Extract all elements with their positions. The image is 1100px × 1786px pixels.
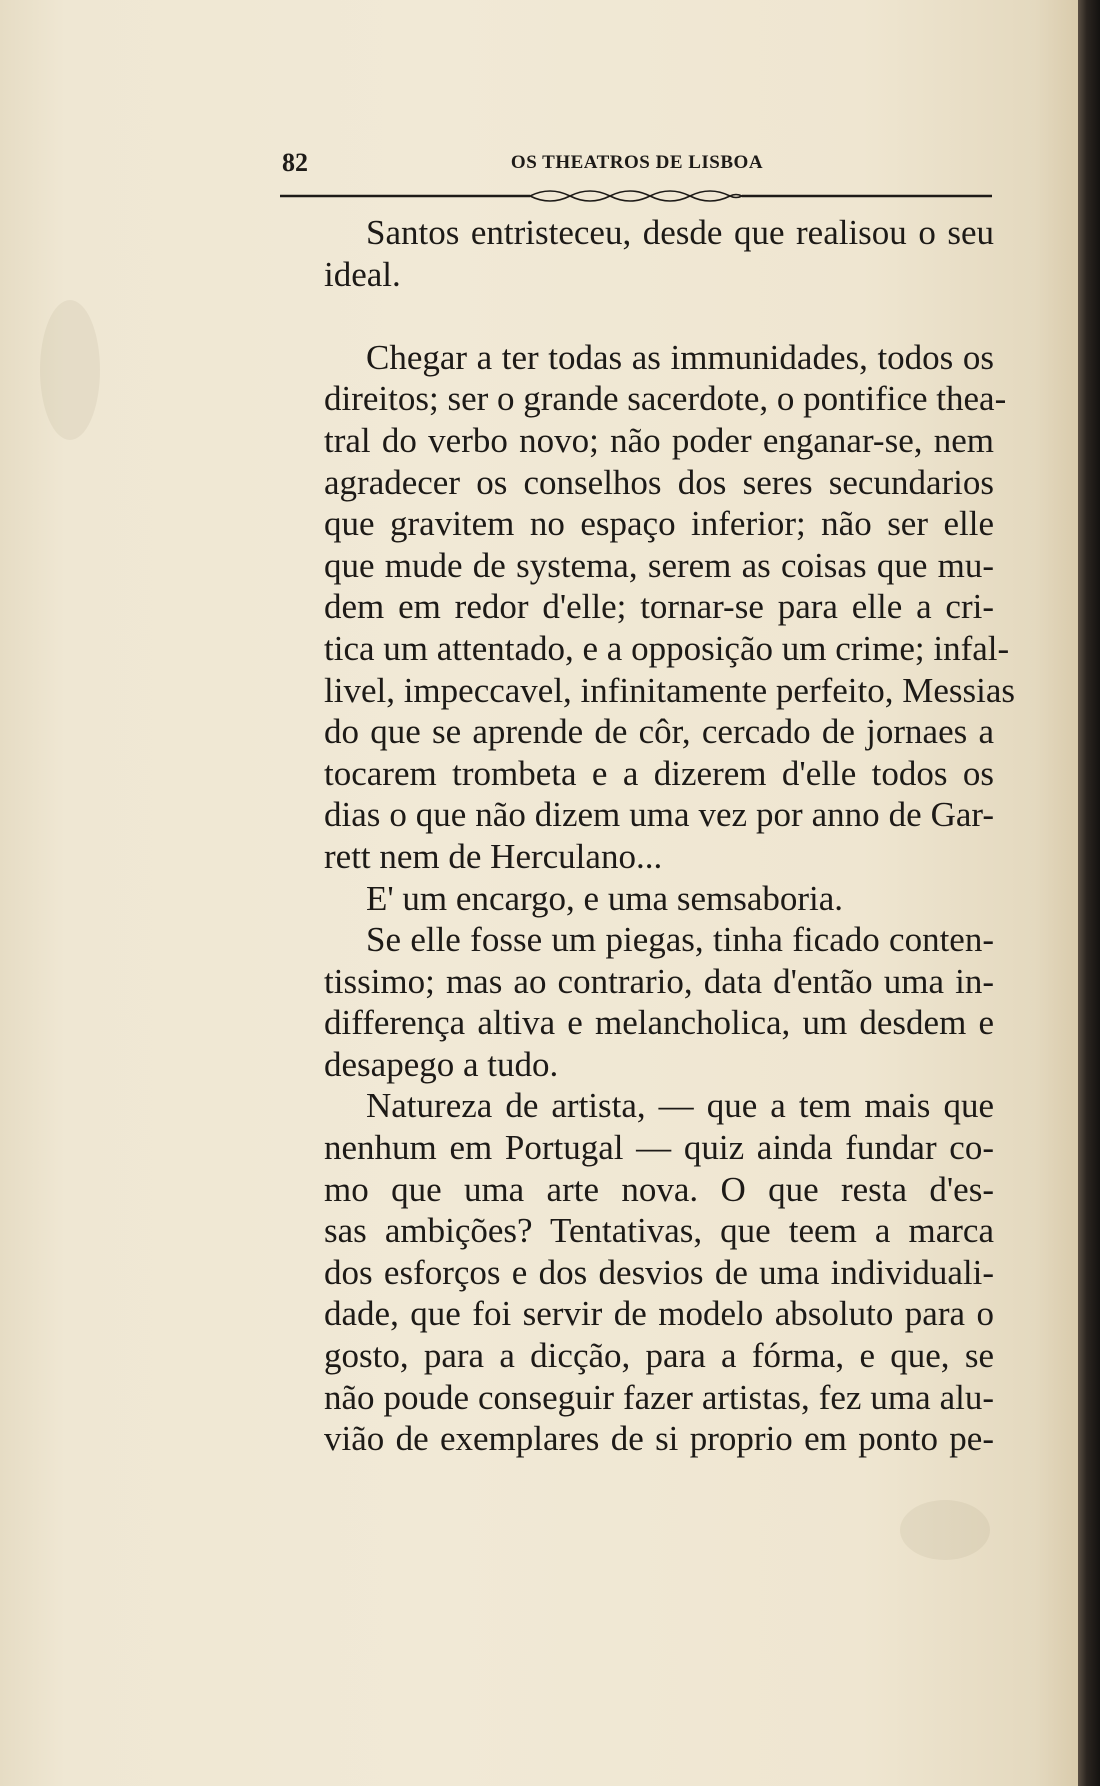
text-line: que mude de systema, serem as coisas que mu-: [324, 545, 994, 585]
header-rule-ornament: [280, 184, 992, 208]
text-line: Se elle fosse um piegas, tinha ficado conten-: [366, 920, 994, 960]
text-line: mo que uma arte nova. O que resta d'es-: [324, 1169, 994, 1209]
text-line: Natureza de artista, — que a tem mais que: [366, 1086, 994, 1126]
text-line: E' um encargo, e uma semsaboria.: [366, 878, 844, 918]
text-line: Santos entristeceu, desde que realisou o seu: [366, 213, 994, 252]
page-number: 82: [282, 148, 308, 177]
text-line: ideal.: [324, 254, 401, 294]
text-line: differença altiva e melancholica, um desdem e: [324, 1003, 994, 1043]
text-line: dos esforços e dos desvios de uma individuali-: [324, 1252, 994, 1292]
text-line: Chegar a ter todas as immunidades, todos os: [366, 337, 994, 377]
paragraph: [282, 212, 994, 295]
text-line: não poude conseguir fazer artistas, fez uma alu-: [324, 1377, 994, 1417]
paragraph: [282, 878, 994, 920]
text-line: tocarem trombeta e a dizerem d'elle todos os: [324, 753, 994, 793]
paper-stain: [900, 1500, 990, 1560]
text-line: dade, que foi servir de modelo absoluto para o: [324, 1294, 994, 1334]
paper-stain: [40, 300, 100, 440]
paragraph: [282, 337, 1016, 878]
paragraph: [282, 1085, 994, 1459]
text-line: do que se aprende de côr, cercado de jornaes a: [324, 712, 994, 752]
text-line: gosto, para a dicção, para a fórma, e que, se: [324, 1336, 994, 1376]
text-line: sas ambições? Tentativas, que teem a marca: [324, 1211, 994, 1251]
book-page-edge: [1078, 0, 1100, 1786]
text-line: dem em redor d'elle; tornar-se para elle a cri-: [324, 587, 994, 627]
page-header: [282, 148, 992, 178]
text-line: livel, impeccavel, infinitamente perfeito, Messias: [324, 670, 1016, 710]
text-line: vião de exemplares de si proprio em ponto pe-: [324, 1419, 994, 1459]
text-line: rett nem de Herculano...: [324, 836, 663, 876]
text-line: direitos; ser o grande sacerdote, o pontifice thea-: [324, 379, 1007, 419]
running-title: OS THEATROS DE LISBOA: [510, 152, 764, 173]
text-line: nenhum em Portugal — quiz ainda fundar co-: [324, 1128, 994, 1168]
text-line: tissimo; mas ao contrario, data d'então uma in-: [324, 961, 994, 1001]
text-line: desapego a tudo.: [324, 1044, 559, 1084]
text-line: tica um attentado, e a opposição um crime; infal-: [324, 628, 1010, 668]
body-text: [282, 212, 1016, 1460]
paragraph: [282, 919, 994, 1085]
text-line: dias o que não dizem uma vez por anno de Gar-: [324, 795, 994, 835]
text-line: agradecer os conselhos dos seres secundarios: [324, 462, 994, 502]
text-line: que gravitem no espaço inferior; não ser elle: [324, 504, 994, 544]
text-line: tral do verbo novo; não poder enganar-se, nem: [324, 420, 994, 460]
